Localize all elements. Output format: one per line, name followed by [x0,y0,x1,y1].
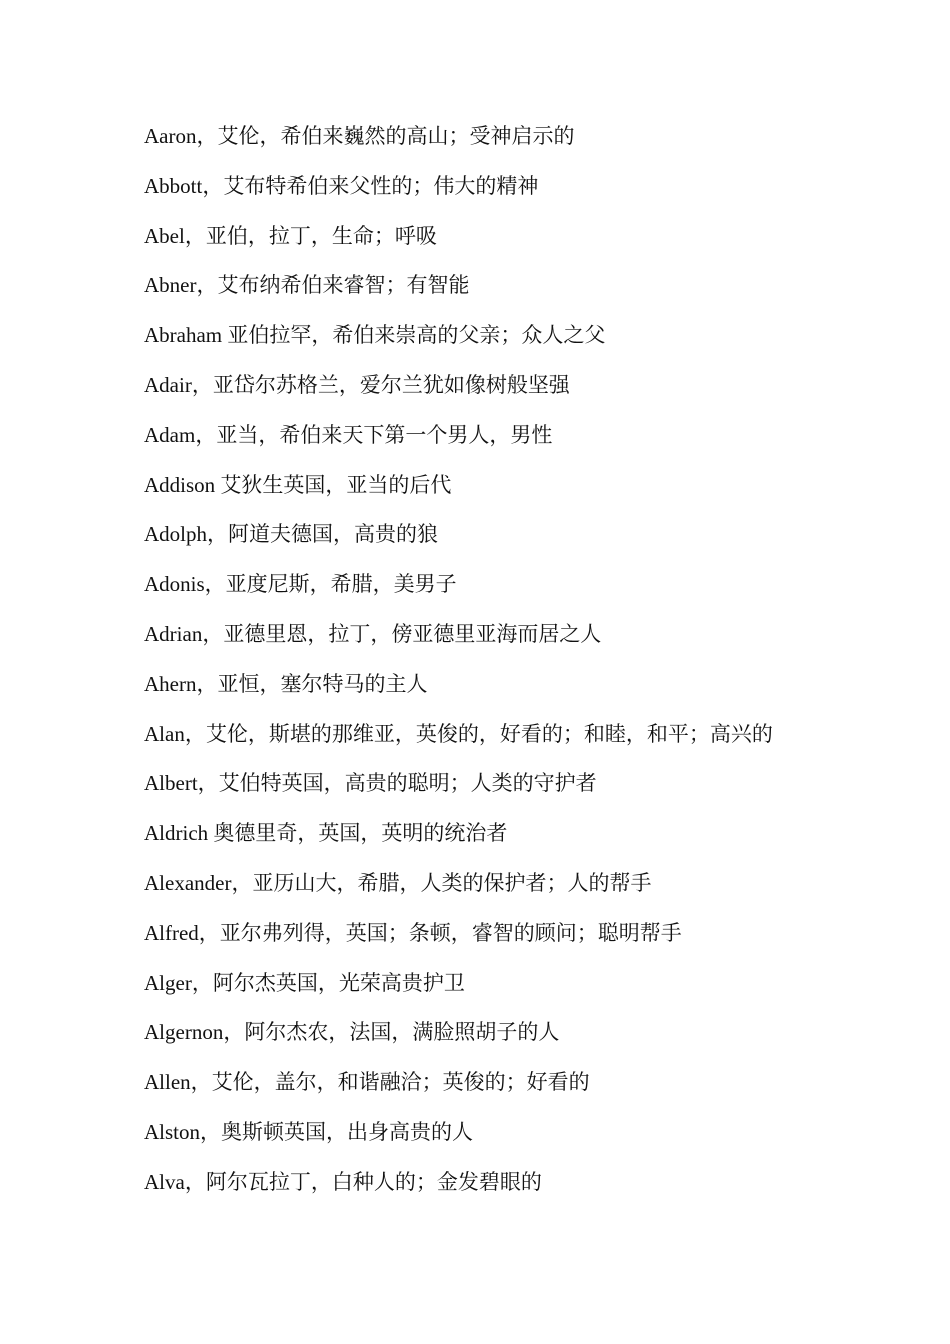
name-entry: Albert，艾伯特英国，高贵的聪明；人类的守护者 [144,771,597,796]
name-entry: Addison 艾狄生英国，亚当的后代 [144,472,452,497]
name-entry: Alger，阿尔杰英国，光荣高贵护卫 [144,970,465,995]
name-entry: Aaron，艾伦，希伯来巍然的高山；受神启示的 [144,124,575,148]
name-entry: Adair，亚岱尔苏格兰，爱尔兰犹如像树般坚强 [144,372,570,397]
name-entry: Abner，艾布纳希伯来睿智；有智能 [144,273,470,298]
name-entry: Alfred，亚尔弗列得，英国；条顿，睿智的顾问；聪明帮手 [144,920,682,945]
name-entry: Aldrich 奥德里奇，英国，英明的统治者 [144,821,508,846]
name-entry: Abraham 亚伯拉罕，希伯来崇高的父亲；众人之父 [144,323,606,348]
name-entry: Alan，艾伦，斯堪的那维亚，英俊的，好看的；和睦，和平；高兴的 [144,721,773,746]
name-entry: Alexander，亚历山大，希腊，人类的保护者；人的帮手 [144,870,652,895]
name-list [144,120,773,1216]
name-entry: Allen，艾伦，盖尔，和谐融洽；英俊的；好看的 [144,1070,590,1095]
name-entry: Alva，阿尔瓦拉丁，白种人的；金发碧眼的 [144,1169,542,1194]
name-entry: Abbott，艾布特希伯来父性的；伟大的精神 [144,173,539,198]
name-entry: Alston，奥斯顿英国，出身高贵的人 [144,1119,474,1144]
name-entry: Abel，亚伯，拉丁，生命；呼吸 [144,223,437,248]
name-entry: Adrian，亚德里恩，拉丁，傍亚德里亚海而居之人 [144,621,602,646]
name-entry: Ahern，亚恒，塞尔特马的主人 [144,671,428,696]
name-entry: Adolph，阿道夫德国，高贵的狼 [144,522,438,547]
name-entry: Adam，亚当，希伯来天下第一个男人，男性 [144,422,553,447]
name-entry: Algernon，阿尔杰农，法国，满脸照胡子的人 [144,1020,560,1045]
name-entry: Adonis，亚度尼斯，希腊，美男子 [144,572,457,597]
